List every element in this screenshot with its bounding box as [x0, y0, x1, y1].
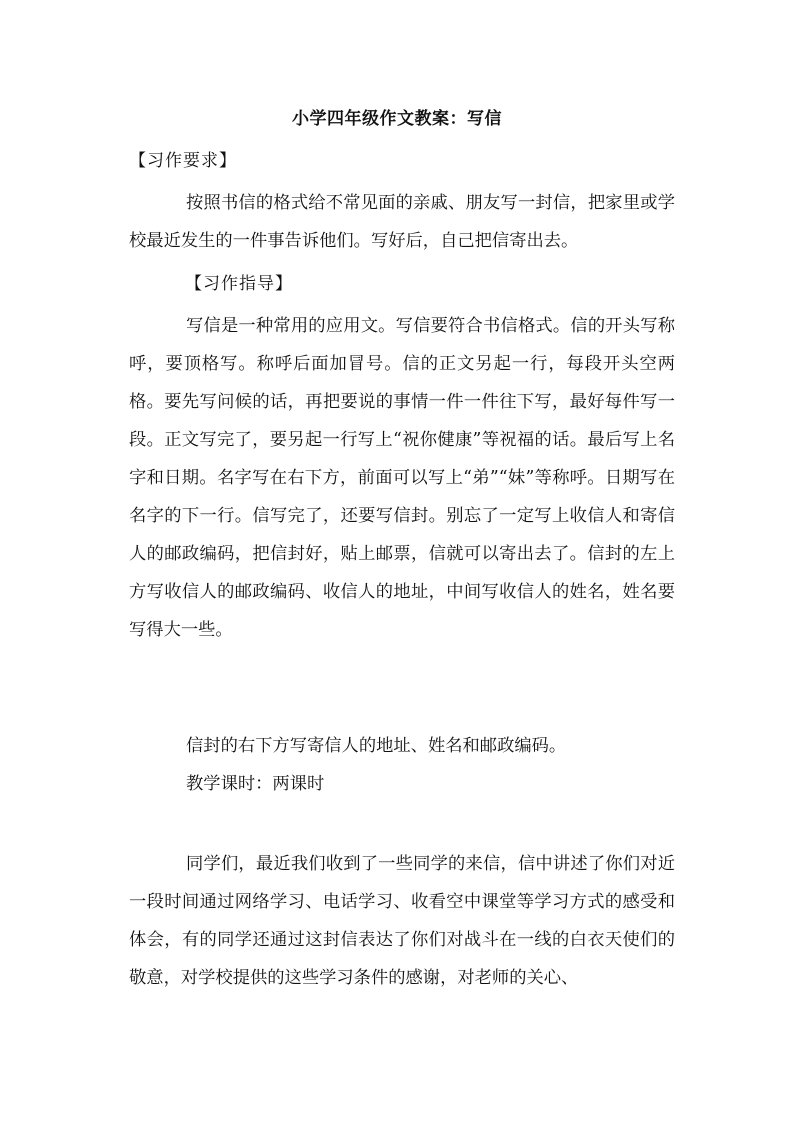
requirement-paragraph: 按照书信的格式给不常见面的亲戚、朋友写一封信，把家里或学校最近发生的一件事告诉他们。写好后，自己把信寄出去。 — [129, 193, 675, 251]
letter-paragraph: 同学们，最近我们收到了一些同学的来信，信中讲述了你们对近一段时间通过网络学习、电话学习、收看空中课堂等学习方式的感受和体会，有的同学还通过这封信表达了你们对战斗在一线的白衣天使们的敬意，对学校提供的这些学习条件的感谢，对老师的关心、 — [129, 854, 675, 988]
guidance-paragraph: 写信是一种常用的应用文。写信要符合书信格式。信的开头写称呼，要顶格写。称呼后面加冒号。信的正文另起一行，每段开头空两格。要先写问候的话，再把要说的事情一件一件往下写，最好每件写一段。正文写完了，要另起一行写上“祝你健康”等祝福的话。最后写上名字和日期。名字写在右下方，前面可以写上“弟”“妹”等称呼。日期写在名字的下一行。信写完了，还要写信封。别忘了一定写上收信人和寄信人的邮政编码，把信封好，贴上邮票，信就可以寄出去了。信封的左上方写收信人的邮政编码、收信人的地址，中间写收信人的姓名，姓名要写得大一些。 — [129, 316, 675, 640]
guidance-heading: 【习作指导】 — [185, 274, 293, 294]
requirement-heading: 【习作要求】 — [129, 151, 237, 171]
envelope-paragraph: 信封的右下方写寄信人的地址、姓名和邮政编码。 — [186, 736, 567, 756]
document-title: 小学四年级作文教案：写信 — [292, 109, 502, 129]
lesson-time: 教学课时：两课时 — [186, 774, 325, 794]
